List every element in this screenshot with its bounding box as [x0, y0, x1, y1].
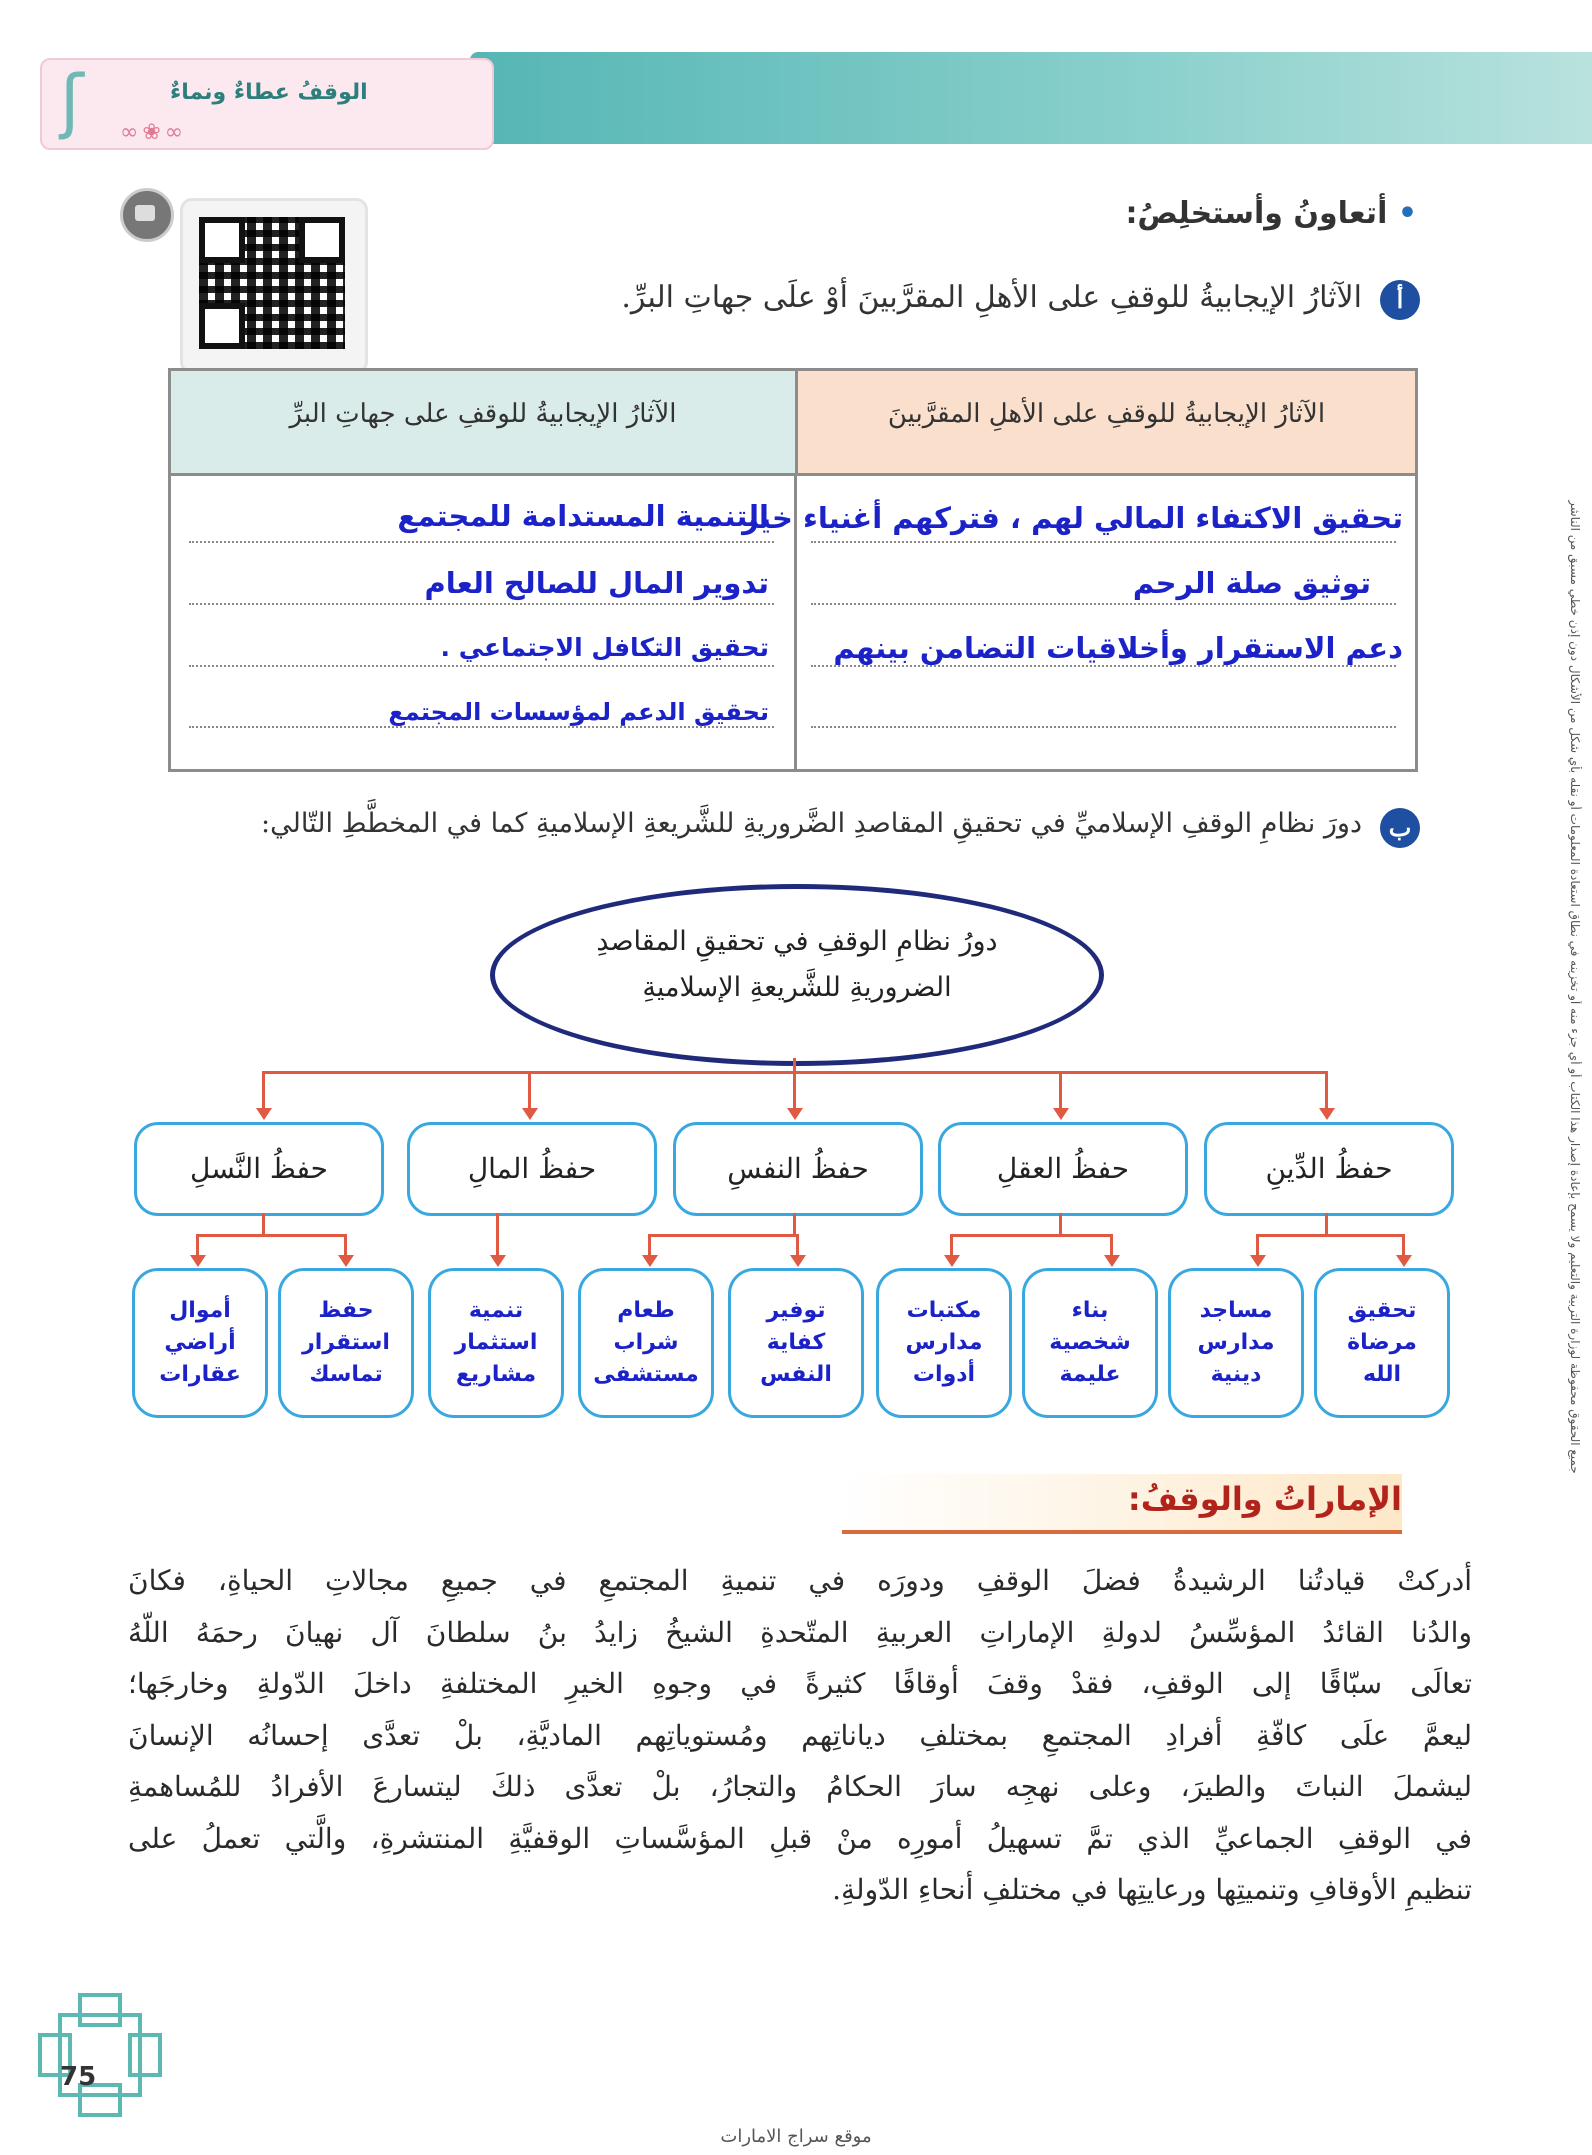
section-heading: [1125, 196, 1417, 231]
footer-site-name: موقع سراج الامارات: [720, 2126, 872, 2147]
connector: [1110, 1234, 1113, 1256]
connector: [496, 1213, 499, 1256]
page-number: 75: [60, 2062, 97, 2092]
question-b-label: ب: [1380, 808, 1420, 848]
connector: [796, 1234, 799, 1256]
header-title: الوقفُ عطاءٌ ونماءٌ: [170, 80, 368, 105]
page-ornament-icon: [35, 1990, 165, 2120]
qr-corner-mark: [199, 217, 245, 263]
connector: [950, 1234, 1112, 1237]
leaf-box: حفظ استقرار تماسك: [278, 1268, 414, 1418]
answer-line: [189, 726, 774, 728]
header-ornament-icon: ∞❀∞: [120, 120, 188, 145]
connector: [196, 1234, 199, 1256]
header-band: [470, 52, 1592, 144]
bullet-icon: •: [1397, 196, 1417, 231]
question-b-text: دورَ نظامِ الوقفِ الإسلاميِّ في تحقيقِ المقاصدِ الضَّروريةِ للشَّريعةِ الإسلاميةِ كما في المخطَّطِ التّالي:: [261, 808, 1362, 839]
arrow-icon: [338, 1255, 354, 1267]
connector: [1256, 1234, 1259, 1256]
leaf-box: مساجد مدارس دينية: [1168, 1268, 1304, 1418]
category-life: حفظُ النفسِ: [673, 1122, 923, 1216]
camera-icon[interactable]: [120, 188, 174, 242]
answer-charity-4: تحقيق الدعم لمؤسسات المجتمع: [388, 698, 769, 726]
paragraph-line: ليعمَّ علَى كافّةِ أفرادِ المجتمعِ بمختلفِ دياناتِهم ومُستوياتِهم الماديَّةِ، بلْ تعدَّى إحسانُه الإنسانَ: [128, 1718, 1472, 1752]
connector: [196, 1234, 346, 1237]
leaf-box: تنمية استثمار مشاريع: [428, 1268, 564, 1418]
effects-table: [168, 368, 1418, 772]
arrow-icon: [190, 1255, 206, 1267]
uae-heading-bar: [842, 1474, 1402, 1534]
category-wealth: حفظُ المالِ: [407, 1122, 657, 1216]
category-progeny: حفظُ النَّسلِ: [134, 1122, 384, 1216]
connector: [344, 1234, 347, 1256]
arrow-icon: [1053, 1108, 1069, 1120]
arrow-icon: [1319, 1108, 1335, 1120]
paragraph-line: تنظيمِ الأوقافِ وتنميتِها ورعايتِها في مختلفِ أنحاءِ الدّولةِ.: [832, 1873, 1472, 1906]
connector: [793, 1213, 796, 1235]
connector: [793, 1058, 796, 1072]
connector: [1256, 1234, 1402, 1237]
leaf-box: تحقيق مرضاة الله: [1314, 1268, 1450, 1418]
question-a-text: الآثارُ الإيجابيةُ للوقفِ على الأهلِ المقرَّبينَ أوْ علَى جهاتِ البرِّ.: [621, 280, 1362, 315]
paragraph-line: والدُنا القائدُ المؤسِّسُ لدولةِ الإماراتِ العربيةِ المتّحدةِ الشيخُ زايدُ بنُ سلطانَ آل نهيانَ رحمَهُ اللّهُ: [128, 1615, 1472, 1649]
connector: [648, 1234, 798, 1237]
category-religion: حفظُ الدِّينِ: [1204, 1122, 1454, 1216]
table-header-relatives-text: الآثارُ الإيجابيةُ للوقفِ على الأهلِ المقرَّبينَ: [887, 399, 1326, 429]
leaf-box: توفير كفاية النفس: [728, 1268, 864, 1418]
connector: [262, 1071, 265, 1109]
arrow-icon: [944, 1255, 960, 1267]
connector: [1059, 1071, 1062, 1109]
leaf-box: بناء شخصية عليمة: [1022, 1268, 1158, 1418]
answer-line: [189, 665, 774, 667]
leaf-box: أموال أراضي عقارات: [132, 1268, 268, 1418]
arrow-icon: [522, 1108, 538, 1120]
qr-corner-mark: [199, 303, 245, 349]
diagram-root-line2: الضروريةِ للشَّريعةِ الإسلاميةِ: [642, 972, 952, 1003]
answer-line: [811, 726, 1396, 728]
diagram-root: [490, 884, 1104, 1066]
answer-charity-3: تحقيق التكافل الاجتماعي .: [440, 633, 769, 662]
answer-relatives-2: توثيق صلة الرحم: [1132, 566, 1371, 600]
arrow-icon: [1250, 1255, 1266, 1267]
answer-charity-1: التنمية المستدامة للمجتمع: [397, 499, 769, 533]
arrow-icon: [1396, 1255, 1412, 1267]
uae-paragraph: [128, 1555, 1472, 1916]
arrow-icon: [256, 1108, 272, 1120]
category-mind: حفظُ العقلِ: [938, 1122, 1188, 1216]
table-header-relatives: [795, 371, 1415, 476]
question-a-label: أ: [1380, 280, 1420, 320]
connector: [528, 1071, 531, 1109]
arrow-icon: [490, 1255, 506, 1267]
header-swirl-ornament: ʃ: [60, 60, 84, 142]
arrow-icon: [1104, 1255, 1120, 1267]
table-header-charity: [171, 371, 795, 476]
arrow-icon: [642, 1255, 658, 1267]
qr-code[interactable]: [180, 198, 368, 374]
table-header-charity-text: الآثارُ الإيجابيةُ للوقفِ على جهاتِ البرِّ: [289, 399, 677, 429]
uae-heading: الإماراتُ والوقفُ:: [1127, 1480, 1402, 1518]
copyright-note: جميع الحقوق محفوظة لوزارة التربية والتعليم ولا يسمح بإعادة إصدار هذا الكتاب أو أي جزء منه أو تخزينه في نطاق استعادة المعلومات أو نقله بأي شكل من الأشكال دون إذن خطي مسبق من الناشر: [1568, 500, 1582, 1474]
connector: [793, 1071, 796, 1109]
answer-line: [189, 541, 774, 543]
leaf-box: مكتبات مدارس أدوات: [876, 1268, 1012, 1418]
paragraph-line: في الوقفِ الجماعيِّ الذي تمَّ تسهيلُ أمورِه منْ قبلِ المؤسَّساتِ الوقفيَّةِ المنتشرةِ، والَّتي تعملُ على: [128, 1821, 1472, 1855]
paragraph-line: تعالَى سبّاقًا إلى الوقفِ، فقدْ وقفَ أوقافًا كثيرةً في وجوهِ الخيرِ المختلفةِ داخلَ الدّولةِ وخارجَها؛: [128, 1667, 1472, 1700]
answer-line: [811, 665, 1396, 667]
answer-line: [811, 541, 1396, 543]
qr-corner-mark: [299, 217, 345, 263]
paragraph-line: أدركتْ قيادتُنا الرشيدةُ فضلَ الوقفِ ودورَه في تنميةِ المجتمعِ في جميعِ مجالاتِ الحياةِ، فكانَ: [128, 1564, 1472, 1597]
diagram-root-line1: دورُ نظامِ الوقفِ في تحقيقِ المقاصدِ: [596, 926, 998, 957]
answer-relatives-3: دعم الاستقرار وأخلاقيات التضامن بينهم: [833, 631, 1403, 665]
answer-relatives-1: تحقيق الاكتفاء المالي لهم ، فتركهم أغنياء خير: [742, 501, 1403, 535]
arrow-icon: [787, 1108, 803, 1120]
answer-charity-2: تدوير المال للصالح العام: [424, 566, 769, 600]
connector: [1325, 1213, 1328, 1235]
connector: [950, 1234, 953, 1256]
connector: [262, 1213, 265, 1235]
answer-line: [811, 603, 1396, 605]
paragraph-line: ليشملَ النباتَ والطيرَ، وعلى نهجِه سارَ الحكامُ والتجارُ، بلْ تعدَّى ذلكَ ليتسارعَ الأفرادُ للمُساهمةِ: [128, 1770, 1472, 1803]
answer-line: [189, 603, 774, 605]
section-heading-text: أتعاونُ وأستخلِصُ:: [1125, 196, 1388, 231]
connector: [1402, 1234, 1405, 1256]
connector: [1325, 1071, 1328, 1109]
connector: [648, 1234, 651, 1256]
arrow-icon: [790, 1255, 806, 1267]
leaf-box: طعام شراب مستشفى: [578, 1268, 714, 1418]
connector: [1059, 1213, 1062, 1235]
